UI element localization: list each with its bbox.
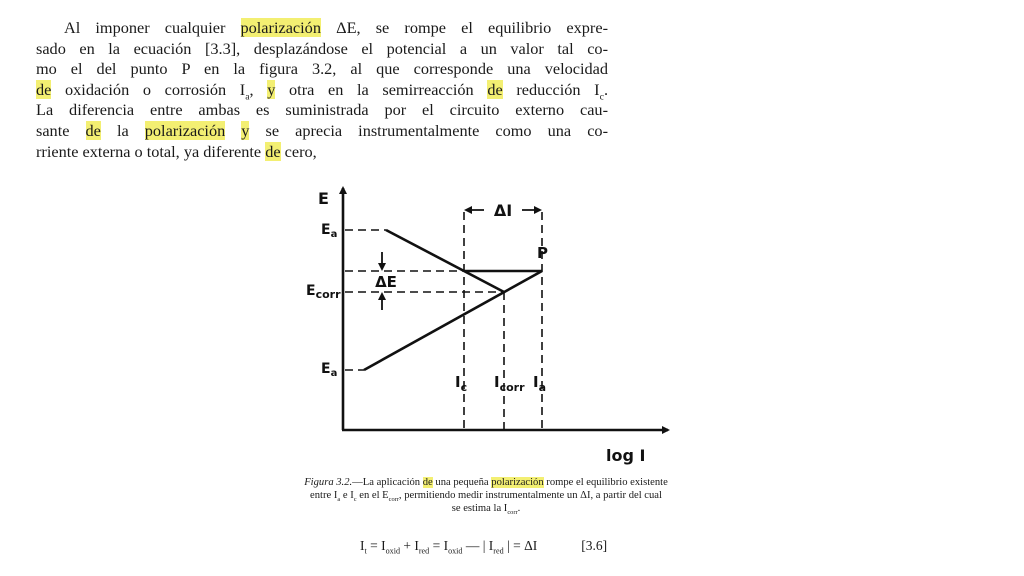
figure-caption: Figura 3.2.—La aplicación de una pequeña polarización rompe el equilibrio existente entre $I_a$ e $I_c$ en el $E_{corr}$, permitiendo medir instrumentalmente un ΔI, a partir del cual se estima la $I_{corr}$. bbox=[304, 477, 668, 517]
highlight: polarización bbox=[491, 477, 544, 488]
highlight: de bbox=[487, 79, 503, 99]
ea-bottom-label: $E_a$ bbox=[321, 361, 338, 379]
x-axis-label: log I bbox=[606, 446, 646, 465]
body-paragraph bbox=[36, 18, 608, 162]
figure-label: Figura 3.2. bbox=[304, 477, 353, 488]
text-line: de oxidación o corrosión $I_a$, y otra en la semirreacción de reducción $I_c$. bbox=[36, 79, 609, 103]
y-axis-label: E bbox=[318, 189, 329, 208]
highlight: de bbox=[85, 120, 101, 140]
equation-3-6: $I_t = I_{oxid} + I_{red} = I_{oxid}$ — | $I_{red}$ | = ΔI [3.6] bbox=[360, 538, 608, 556]
ia-label: $I_a$ bbox=[533, 373, 547, 394]
highlight: y bbox=[241, 120, 250, 140]
p-label: P bbox=[537, 244, 548, 262]
equation-number: [3.6] bbox=[581, 538, 608, 553]
cathodic-line bbox=[386, 230, 504, 292]
text-line: sado en la ecuación [3.3], desplazándose el potencial a un valor tal co- bbox=[36, 38, 608, 58]
highlight: de bbox=[265, 141, 281, 161]
polarization-diagram bbox=[300, 180, 700, 470]
text-line: La diferencia entre ambas es suministrada por el circuito externo cau- bbox=[36, 100, 608, 120]
delta-e-label: ΔE bbox=[375, 273, 397, 291]
highlight: de bbox=[36, 79, 52, 99]
ea-top-label: $E_a$ bbox=[321, 222, 338, 240]
text-line: rriente externa o total, ya diferente de cero, bbox=[36, 141, 317, 161]
icorr-label: $I_{corr}$ bbox=[494, 373, 525, 394]
highlight: de bbox=[422, 477, 433, 488]
text-line: sante de la polarización y se aprecia instrumentalmente como una co- bbox=[36, 120, 608, 140]
highlight: polarización bbox=[240, 18, 321, 37]
text-line: Al imponer cualquier polarización ΔE, se rompe el equilibrio expre- bbox=[64, 18, 608, 37]
text-line: mo el del punto P en la figura 3.2, al que corresponde una velocidad bbox=[36, 59, 608, 79]
ecorr-label: $E_{corr}$ bbox=[306, 283, 341, 301]
delta-i-label: ΔI bbox=[493, 201, 513, 220]
ic-label: $I_c$ bbox=[455, 373, 468, 394]
highlight: y bbox=[267, 79, 276, 99]
highlight: polarización bbox=[144, 120, 226, 140]
